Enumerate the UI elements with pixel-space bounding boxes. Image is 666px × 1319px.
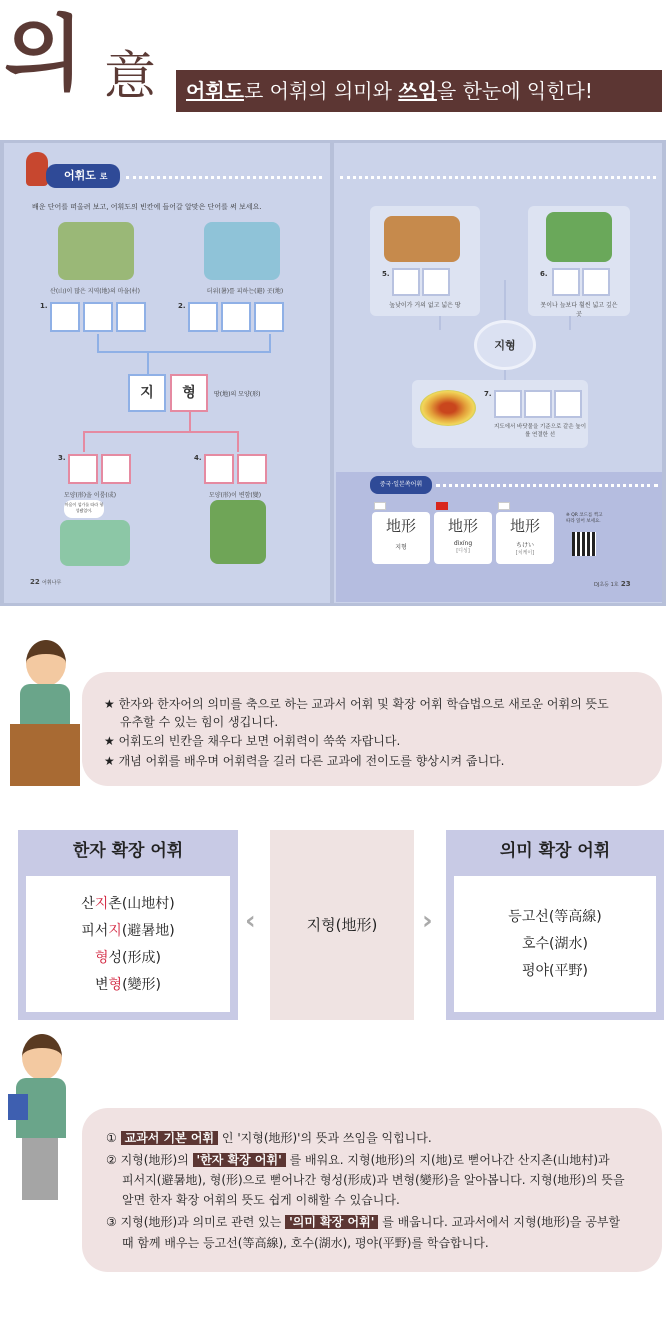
step-1-highlight: 교과서 기본 어휘 bbox=[121, 1131, 219, 1145]
blank-7c[interactable] bbox=[554, 390, 582, 418]
intl-tag-2: 어휘 bbox=[410, 481, 423, 488]
meaning-expansion-list bbox=[454, 876, 656, 1012]
blank-3a[interactable] bbox=[68, 454, 98, 484]
left-page-label: 어휘나무 bbox=[41, 580, 62, 586]
tile-japan bbox=[496, 512, 554, 564]
step-2-highlight: '한자 확장 어휘' bbox=[193, 1153, 286, 1167]
center-char-hyeong: 형 bbox=[170, 374, 208, 412]
blank-6b[interactable] bbox=[582, 268, 610, 296]
step-2-post: 를 배워요. 지형(地形)의 지(地)로 뻗어나간 산지촌(山地村)과 bbox=[285, 1153, 610, 1167]
meaning-expansion-title: 의미 확장 어휘 bbox=[446, 830, 664, 872]
intl-tag bbox=[370, 476, 432, 494]
feature-1: ★ 한자와 한자어의 의미를 축으로 하는 교과서 어휘 및 확장 어휘 학습법으로 새로운 어휘의 뜻도 bbox=[104, 697, 609, 711]
item7-caption: 지도에서 바닷물을 기준으로 같은 높이를 연결한 선 bbox=[494, 424, 587, 438]
teacher-illustration bbox=[10, 640, 80, 790]
feature-1-cont: 유추할 수 있는 힘이 생깁니다. bbox=[120, 715, 279, 729]
qr-note: ※ QR 코드를 찍고 따라 읽어 보세요. bbox=[566, 513, 603, 524]
title-highlight-2: 쓰임 bbox=[398, 79, 437, 103]
qr-code-icon[interactable] bbox=[572, 532, 596, 556]
arrow-left-icon: ‹ bbox=[245, 906, 256, 936]
korea-flag-icon bbox=[374, 502, 386, 510]
hanja-item-4-post: (變形) bbox=[122, 977, 161, 993]
blank-4a[interactable] bbox=[204, 454, 234, 484]
meaning-item-2: 호수(湖水) bbox=[522, 936, 588, 952]
item6-caption: 못이나 늪보다 훨씬 넓고 깊은 곳 bbox=[540, 302, 618, 318]
item2-caption: 더위(暑)를 피하는(避) 곳(地) bbox=[206, 288, 284, 295]
hanja-item-1-post: 촌(山地村) bbox=[108, 896, 175, 912]
item2-number: 2. bbox=[178, 302, 186, 310]
blank-7b[interactable] bbox=[524, 390, 552, 418]
center-note: 땅(地)의 모양(形) bbox=[214, 391, 261, 398]
step-2 bbox=[106, 1150, 610, 1171]
item1-number: 1. bbox=[40, 302, 48, 310]
tree-illustration bbox=[210, 500, 266, 564]
dotted-line-intl bbox=[436, 484, 658, 487]
tile-korea bbox=[372, 512, 430, 564]
blank-5a[interactable] bbox=[392, 268, 420, 296]
plain-illustration bbox=[384, 216, 460, 262]
hanja-item-4-red: 형 bbox=[108, 977, 123, 993]
step-2-line3: 알면 한자 확장 어휘의 뜻도 쉽게 이해할 수 있습니다. bbox=[122, 1193, 400, 1207]
meaning-item-1: 등고선(等高線) bbox=[508, 909, 602, 925]
hanja-item-2-post: (避暑地) bbox=[121, 923, 175, 939]
intl-tag-3: 쏙 bbox=[404, 481, 411, 488]
tile-china bbox=[434, 512, 492, 564]
hanja-item-3-post: 성(形成) bbox=[108, 950, 161, 966]
step-1 bbox=[106, 1128, 432, 1149]
title-end: 을 한눈에 익힌다! bbox=[436, 79, 593, 103]
hanja-item-1-red: 지 bbox=[94, 896, 109, 912]
title-highlight-1: 어휘도 bbox=[186, 79, 244, 103]
left-page-number: 22 bbox=[30, 578, 40, 586]
tag-label: 어휘도 bbox=[64, 169, 96, 182]
hanja-item-1-pre: 산 bbox=[81, 896, 95, 912]
blank-3b[interactable] bbox=[101, 454, 131, 484]
item4-number: 4. bbox=[194, 454, 202, 462]
title-mid: 로 어휘의 의미와 bbox=[243, 79, 399, 103]
hanja-item-2-red: 지 bbox=[108, 923, 122, 939]
feature-2: ★ 어휘도의 빈칸을 채우다 보면 어휘력이 쑥쑥 자랍니다. bbox=[104, 734, 401, 748]
hanja-item-3-red: 형 bbox=[95, 950, 109, 966]
blank-5b[interactable] bbox=[422, 268, 450, 296]
step-3-highlight: '의미 확장 어휘' bbox=[285, 1215, 378, 1229]
tile-china-sub: dìxíng bbox=[453, 540, 473, 547]
blank-7a[interactable] bbox=[494, 390, 522, 418]
step-3-post: 를 배웁니다. 교과서에서 지형(地形)을 공부할 bbox=[378, 1215, 621, 1229]
item6-number: 6. bbox=[540, 270, 548, 278]
hanja-item-2 bbox=[26, 918, 230, 945]
hanja-expansion-list bbox=[26, 876, 230, 1012]
step-3-line2: 때 함께 배우는 등고선(等高線), 호수(湖水), 평야(平野)를 학습합니다. bbox=[122, 1236, 489, 1250]
tile-korea-han: 地形 bbox=[385, 517, 416, 535]
item3-number: 3. bbox=[58, 454, 66, 462]
center-circle-jihyeong: 지형 bbox=[474, 320, 536, 370]
header-hanja: 意 bbox=[104, 47, 157, 107]
step-2-line2: 피서지(避暑地), 형(形)으로 뻗어나간 형성(形成)과 변형(變形)을 알아봅니다. 지형(地形)의 뜻을 bbox=[122, 1173, 625, 1187]
step-3 bbox=[106, 1212, 620, 1233]
step-2-pre: ② 지형(地形)의 bbox=[106, 1153, 193, 1167]
china-flag-icon bbox=[436, 502, 448, 510]
meaning-item-3: 평야(平野) bbox=[522, 963, 588, 979]
item5-number: 5. bbox=[382, 270, 390, 278]
hanja-item-4-pre: 변 bbox=[95, 977, 109, 993]
hanja-expansion-title: 한자 확장 어휘 bbox=[18, 830, 238, 872]
right-page-number: 23 bbox=[620, 580, 631, 588]
instruction-text: 배운 단어를 떠올려 보고, 어휘도의 빈칸에 들어갈 알맞은 단어를 써 보세요. bbox=[32, 203, 262, 211]
tag-sub: 로 bbox=[99, 172, 108, 181]
header-big-char: 의 bbox=[4, 7, 84, 102]
arrow-right-icon: › bbox=[422, 906, 433, 936]
item4-caption: 모양(形)이 변함(變) bbox=[208, 492, 262, 499]
lake-illustration bbox=[546, 212, 612, 262]
hanja-item-4 bbox=[26, 972, 230, 999]
hanja-item-2-pre: 피서 bbox=[81, 923, 109, 939]
tile-japan-sub2: [치케이] bbox=[515, 550, 535, 556]
item5-caption: 높낮이가 거의 없고 넓은 땅 bbox=[389, 302, 461, 309]
dotted-line-right bbox=[340, 176, 656, 179]
hanja-item-3 bbox=[26, 945, 230, 972]
step-1-pre: ① bbox=[106, 1131, 117, 1145]
blank-6a[interactable] bbox=[552, 268, 580, 296]
tile-china-sub2: [디싱] bbox=[456, 548, 470, 554]
right-page-footer bbox=[594, 580, 631, 588]
tile-japan-han: 地形 bbox=[509, 517, 540, 535]
speech-bubble: 마음이 섬가를 따라 형성됐었어. bbox=[64, 500, 104, 518]
center-char-ji: 지 bbox=[128, 374, 166, 412]
teacher-reading-illustration bbox=[8, 1034, 74, 1204]
center-word: 지형(地形) bbox=[270, 830, 414, 1020]
step-1-post: 인 '지형(地形)'의 뜻과 쓰임을 익힙니다. bbox=[218, 1131, 432, 1145]
tile-china-han: 地形 bbox=[447, 517, 478, 535]
intl-tag-label: 중국·일본 bbox=[379, 481, 405, 488]
tile-korea-sub: 지형 bbox=[395, 544, 407, 551]
river-illustration bbox=[60, 520, 130, 566]
right-page-label: DJ초등 1호 bbox=[594, 582, 619, 588]
hanja-item-1 bbox=[26, 891, 230, 918]
blank-4b[interactable] bbox=[237, 454, 267, 484]
step-3-pre: ③ 지형(地形)과 의미로 관련 있는 bbox=[106, 1215, 286, 1229]
item1-caption: 산(山)이 많은 지역(地)의 마을(村) bbox=[50, 288, 140, 295]
japan-flag-icon bbox=[498, 502, 510, 510]
feature-3: ★ 개념 어휘를 배우며 어휘력을 길러 다른 교과에 전이도를 향상시켜 줍니다. bbox=[104, 754, 505, 768]
item3-caption: 모양(形)을 이룸(成) bbox=[63, 492, 117, 499]
item7-number: 7. bbox=[484, 390, 492, 398]
contour-illustration bbox=[420, 390, 476, 426]
left-page-footer bbox=[30, 578, 61, 586]
tile-japan-sub: ちけい bbox=[515, 542, 534, 549]
